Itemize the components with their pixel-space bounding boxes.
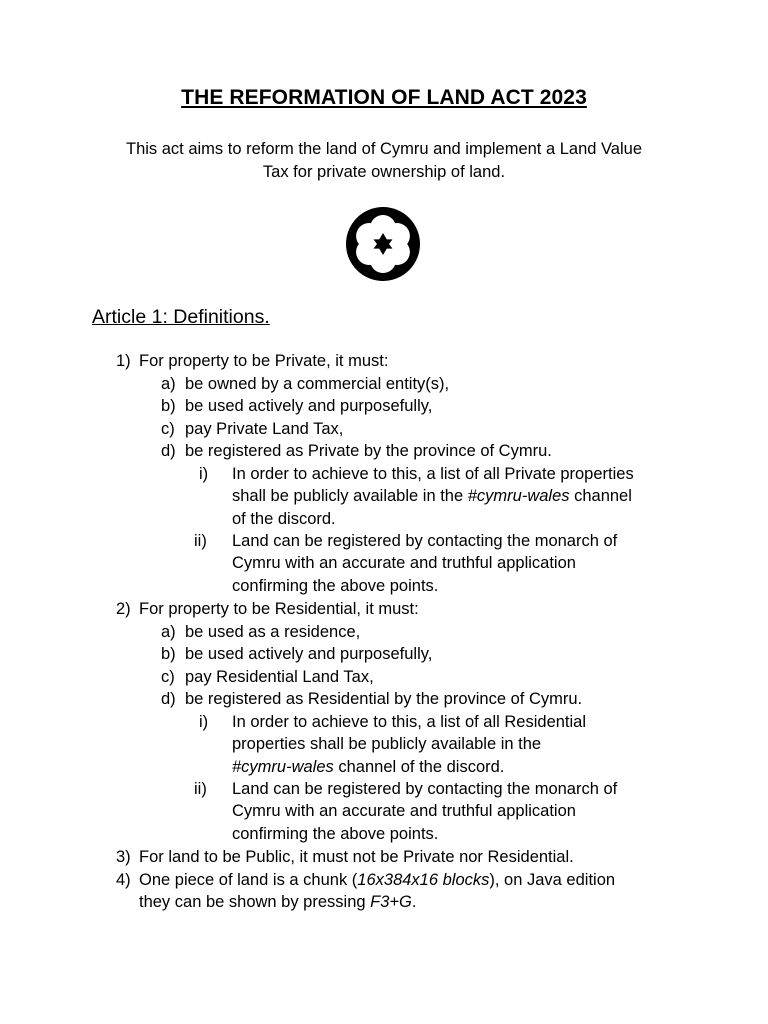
list-item-line: confirming the above points. xyxy=(232,825,439,843)
list-marker: d) xyxy=(161,690,176,708)
list-item-text: For property to be Residential, it must: xyxy=(139,600,419,618)
cymru-emblem-icon xyxy=(345,206,421,282)
list-item-3 xyxy=(116,846,574,868)
list-item-text: be registered as Residential by the province of Cymru. xyxy=(185,690,583,708)
list-item-line: they can be shown by pressing F3+G. xyxy=(139,893,417,911)
list-item-2 xyxy=(116,598,419,620)
list-marker: a) xyxy=(161,623,176,641)
list-subitem-1b xyxy=(161,395,433,417)
list-marker: c) xyxy=(161,420,175,438)
channel-name: #cymru-wales xyxy=(232,758,334,776)
list-item-line: One piece of land is a chunk (16x384x16 blocks), on Java edition xyxy=(139,871,616,889)
intro-line-2: Tax for private ownership of land. xyxy=(262,163,506,181)
list-item-line: In order to achieve to this, a list of all Private properties xyxy=(232,465,634,483)
list-marker: ii) xyxy=(194,780,207,798)
channel-name: #cymru-wales xyxy=(467,487,570,505)
list-item-line: Cymru with an accurate and truthful application xyxy=(232,554,576,572)
list-marker: b) xyxy=(161,645,176,663)
list-marker: i) xyxy=(199,465,209,483)
list-subitem-2a xyxy=(161,621,361,643)
list-marker: 4) xyxy=(116,871,131,889)
list-item-text: be used actively and purposefully, xyxy=(185,645,433,663)
list-marker: c) xyxy=(161,668,175,686)
list-item-text: For land to be Public, it must not be Private nor Residential. xyxy=(139,848,574,866)
chunk-size: 16x384x16 blocks xyxy=(357,871,490,889)
list-item-text: be used actively and purposefully, xyxy=(185,397,433,415)
list-item-1 xyxy=(116,350,389,372)
key-combo: F3+G xyxy=(370,893,412,911)
list-subitem-2c xyxy=(161,666,374,688)
list-item-text: be used as a residence, xyxy=(185,623,361,641)
intro-paragraph xyxy=(84,138,684,184)
list-subsubitem-1d-ii xyxy=(194,530,618,595)
list-marker: ii) xyxy=(194,532,207,550)
list-marker: i) xyxy=(199,713,209,731)
list-item-line: confirming the above points. xyxy=(232,577,439,595)
article-1-heading: Article 1: Definitions. xyxy=(92,306,270,328)
document-title: THE REFORMATION OF LAND ACT 2023 xyxy=(181,86,587,109)
list-subsubitem-2d-ii xyxy=(194,778,618,843)
list-marker: 1) xyxy=(116,352,131,370)
list-marker: 2) xyxy=(116,600,131,618)
list-item-text: be registered as Private by the province of Cymru. xyxy=(185,442,552,460)
list-marker: b) xyxy=(161,397,176,415)
list-item-line: #cymru-wales channel of the discord. xyxy=(232,758,505,776)
list-subitem-1c xyxy=(161,418,344,440)
list-item-line: properties shall be publicly available in the xyxy=(232,735,542,753)
list-marker: 3) xyxy=(116,848,131,866)
list-item-line: In order to achieve to this, a list of all Residential xyxy=(232,713,587,731)
list-item-line: Land can be registered by contacting the monarch of xyxy=(232,532,618,550)
list-item-text: pay Private Land Tax, xyxy=(185,420,344,438)
list-item-line: Cymru with an accurate and truthful application xyxy=(232,802,576,820)
list-item-text: pay Residential Land Tax, xyxy=(185,668,374,686)
list-item-line: of the discord. xyxy=(232,510,336,528)
list-marker: d) xyxy=(161,442,176,460)
list-item-text: For property to be Private, it must: xyxy=(139,352,389,370)
list-subsubitem-2d-i xyxy=(199,711,587,776)
intro-line-1: This act aims to reform the land of Cymru and implement a Land Value xyxy=(125,140,643,158)
list-subsubitem-1d-i xyxy=(199,463,634,528)
list-item-line: shall be publicly available in the #cymru-wales channel xyxy=(232,487,632,505)
list-subitem-1d xyxy=(161,440,552,462)
list-item-text: be owned by a commercial entity(s), xyxy=(185,375,450,393)
list-subitem-2d xyxy=(161,688,583,710)
list-item-line: Land can be registered by contacting the monarch of xyxy=(232,780,618,798)
list-subitem-2b xyxy=(161,643,433,665)
list-marker: a) xyxy=(161,375,176,393)
list-subitem-1a xyxy=(161,373,450,395)
list-item-4 xyxy=(116,869,616,911)
